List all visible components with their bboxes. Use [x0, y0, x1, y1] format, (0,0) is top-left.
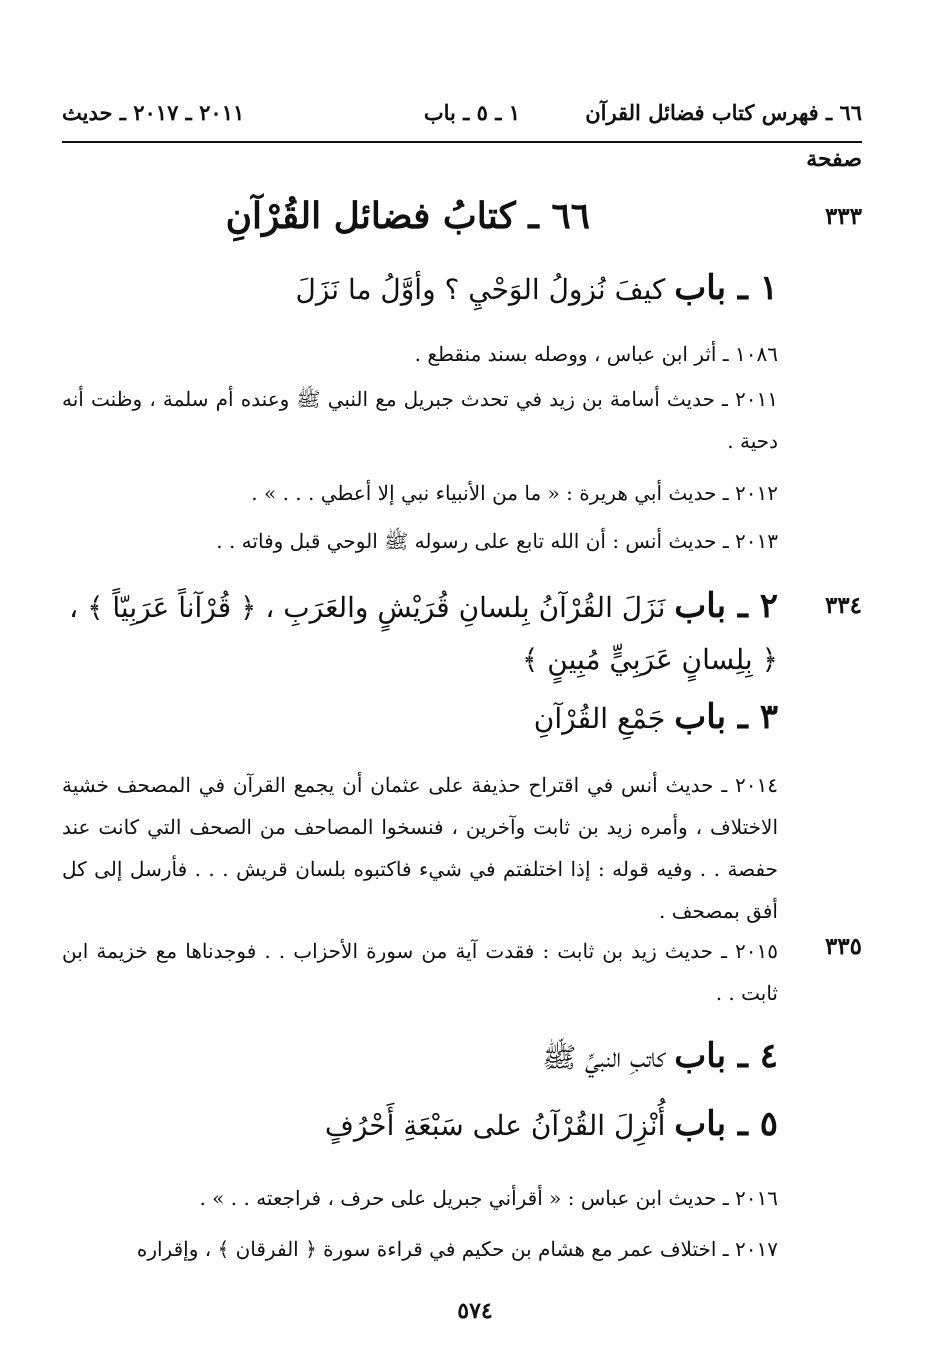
- chapter-number: ٢ ـ باب: [674, 586, 778, 626]
- hadith-entry: ٢٠١٥ ـ حديث زيد بن ثابت : فقدت آية من سورة الأحزاب . . فوجدناها مع خزيمة ابن ثابت . .: [62, 939, 778, 1005]
- book-title: ٦٦ ـ كتابُ فضائل القُرْآنِ: [225, 195, 590, 237]
- hadith-entry: ٢٠١٦ ـ حديث ابن عباس : « أقرأني جبريل على حرف ، فراجعته . . » .: [199, 1186, 778, 1210]
- chapter-number: ٥ ـ باب: [674, 1104, 778, 1144]
- chapter-number: ٤ ـ باب: [674, 1036, 778, 1076]
- running-header-book: ٦٦ ـ فهرس كتاب فضائل القرآن: [585, 100, 862, 125]
- page-column-label: صفحة: [806, 146, 862, 172]
- chapter-title: كيفَ نُزولُ الوَحْيِ ؟ وأوَّلُ ما نَزَلَ: [295, 273, 666, 306]
- chapter-title: نَزَلَ القُرْآنُ بِلسانِ قُرَيْشٍ والعَرَبِ ، ﴿ قُرْآناً عَرَبِيّاً ﴾ ، ﴿ بِلِسانٍ عَرَبِيٍّ مُبِينٍ ﴾: [69, 591, 778, 676]
- hadith-entry: ٢٠١٢ ـ حديث أبي هريرة : « ما من الأنبياء نبي إلا أعطي . . . » .: [251, 481, 778, 505]
- page-ref: ٣٣٣: [824, 203, 862, 230]
- page-number: ٥٧٤: [457, 1298, 493, 1324]
- chapter-heading: [296, 268, 778, 308]
- chapter-title: أُنْزِلَ القُرْآنُ على سَبْعَةِ أَحْرُفٍ: [324, 1109, 666, 1142]
- chapter-heading: [534, 697, 778, 737]
- chapter-number: ١ ـ باب: [674, 268, 778, 308]
- running-header: [62, 100, 862, 140]
- page-ref: ٣٣٤: [824, 592, 862, 619]
- hadith-entry: ٢٠١٧ ـ اختلاف عمر مع هشام بن حكيم في قراءة سورة ﴿ الفرقان ﴾ ، وإقراره: [136, 1237, 778, 1261]
- running-header-hadith-range: ٢٠١١ ـ ٢٠١٧ ـ حديث: [62, 100, 245, 125]
- header-rule: [62, 141, 862, 143]
- page-ref: ٣٣٥: [824, 933, 862, 960]
- hadith-entry: ٢٠١٣ ـ حديث أنس : أن الله تابع على رسوله ﷺ الوحي قبل وفاته . .: [216, 529, 778, 553]
- chapter-heading: [542, 1036, 778, 1081]
- hadith-entry: ٢٠١٤ ـ حديث أنس في اقتراح حذيفة على عثمان أن يجمع القرآن في المصحف خشية الاختلاف ، وأمره زيد بن ثابت وآخرين ، فنسخوا المصاحف من الصحف التي كانت عند حفصة . . وفيه قوله : إذا اختلفتم في شيء فاكتبوه بلسان قريش . . . فأرسل إلى كل أفق بمصحف .: [62, 773, 778, 923]
- chapter-heading: [325, 1104, 778, 1144]
- chapter-heading: [62, 580, 778, 686]
- chapter-number: ٣ ـ باب: [674, 697, 778, 737]
- hadith-entry: ١٠٨٦ ـ أثر ابن عباس ، ووصله بسند منقطع .: [414, 342, 778, 366]
- running-header-chapters: ١ ـ ٥ ـ باب: [423, 100, 520, 125]
- chapter-title: جَمْعِ القُرْآنِ: [533, 702, 666, 735]
- hadith-entry: ٢٠١١ ـ حديث أسامة بن زيد في تحدث جبريل مع النبي ﷺ وعنده أم سلمة ، وظنت أنه دحية .: [62, 387, 778, 453]
- chapter-title: كاتبِ النبيِّ ﷺ: [542, 1041, 666, 1074]
